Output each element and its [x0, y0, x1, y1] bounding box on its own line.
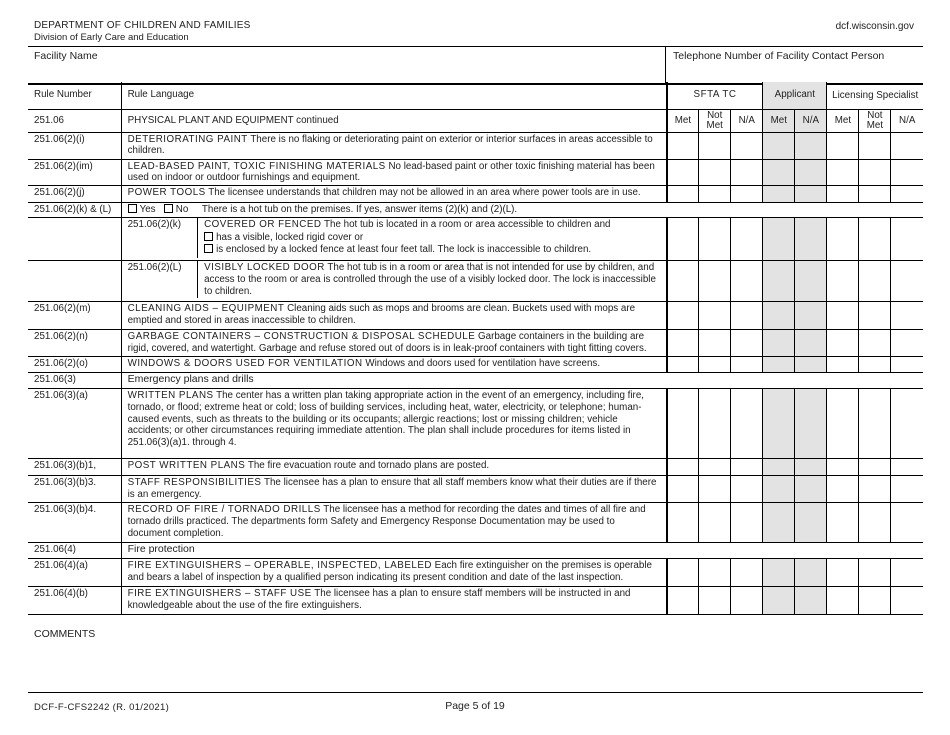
- check-cell[interactable]: [859, 559, 891, 587]
- na-header: N/A: [795, 109, 827, 132]
- check-cell[interactable]: [891, 357, 923, 373]
- rule-number: 251.06(2)(n): [28, 330, 121, 357]
- check-cell[interactable]: [699, 587, 731, 615]
- not-met-header: Not Met: [859, 109, 891, 132]
- check-cell[interactable]: [827, 559, 859, 587]
- subsection-number: 251.06(3): [28, 373, 121, 389]
- rule-number: 251.06(3)(b)1,: [28, 459, 121, 476]
- check-cell[interactable]: [859, 459, 891, 476]
- rule-row: [28, 357, 923, 373]
- check-cell[interactable]: [763, 218, 795, 261]
- check-cell[interactable]: [827, 159, 859, 186]
- hottub-question-row: [28, 203, 923, 218]
- check-cell[interactable]: [891, 559, 923, 587]
- check-cell[interactable]: [891, 186, 923, 203]
- rule-row: [28, 503, 923, 543]
- check-cell[interactable]: [827, 261, 859, 302]
- check-cell[interactable]: [763, 476, 795, 503]
- check-cell[interactable]: [827, 302, 859, 330]
- check-cell[interactable]: [667, 559, 699, 587]
- check-cell[interactable]: [763, 587, 795, 615]
- check-cell[interactable]: [731, 330, 763, 357]
- check-cell[interactable]: [699, 132, 731, 159]
- check-cell[interactable]: [827, 218, 859, 261]
- check-cell[interactable]: [891, 587, 923, 615]
- phone-label: Telephone Number of Facility Contact Person: [673, 50, 885, 62]
- check-cell[interactable]: [667, 302, 699, 330]
- rule-row: [28, 587, 923, 615]
- check-cell[interactable]: [731, 389, 763, 459]
- rule-text: Cleaning aids such as mops and brooms are clean. Buckets used with mops are emptied and stored in areas inaccessible to children.: [127, 303, 636, 326]
- rule-row: [28, 132, 923, 159]
- check-cell[interactable]: [763, 357, 795, 373]
- check-cell[interactable]: [859, 389, 891, 459]
- subsection-number: 251.06(4): [28, 543, 121, 559]
- check-cell[interactable]: [667, 159, 699, 186]
- check-cell[interactable]: [859, 159, 891, 186]
- rule-row: [28, 302, 923, 330]
- rule-text: Each fire extinguisher on the premises is operable and bears a label of inspection by a qualified person indicating its present condition and date of the last inspection.: [127, 560, 652, 583]
- check-cell[interactable]: [827, 476, 859, 503]
- check-cell[interactable]: [859, 132, 891, 159]
- check-cell[interactable]: [891, 389, 923, 459]
- rule-number: 251.06(4)(b): [28, 587, 121, 615]
- department-name: DEPARTMENT OF CHILDREN AND FAMILIES: [34, 20, 251, 31]
- met-header: Met: [763, 109, 795, 132]
- check-cell[interactable]: [699, 559, 731, 587]
- check-cell[interactable]: [667, 132, 699, 159]
- comments-label: COMMENTS: [34, 628, 96, 640]
- rule-text: The licensee has a method for recording the dates and times of all fire and tornado drills practiced. The departments form Safety and Emergency Response Documentation may be used to document completion.: [127, 504, 646, 539]
- check-cell[interactable]: [859, 476, 891, 503]
- check-cell[interactable]: [827, 330, 859, 357]
- met-header: Met: [667, 109, 699, 132]
- subsection-row: [28, 373, 923, 389]
- division-name: Division of Early Care and Education: [34, 32, 189, 43]
- check-cell[interactable]: [667, 389, 699, 459]
- check-cell[interactable]: [827, 587, 859, 615]
- check-cell[interactable]: [859, 218, 891, 261]
- rule-row: [28, 261, 923, 302]
- rule-text: The licensee understands that children may not be allowed in an area where power tools are in use.: [208, 187, 641, 199]
- check-cell[interactable]: [891, 476, 923, 503]
- rule-caption: DETERIORATING PAINT: [127, 133, 248, 145]
- check-cell[interactable]: [763, 559, 795, 587]
- rule-caption: STAFF RESPONSIBILITIES: [127, 477, 262, 489]
- check-cell[interactable]: [667, 357, 699, 373]
- rule-number: 251.06(2)(o): [28, 357, 121, 373]
- page-header: [34, 20, 250, 44]
- rule-caption: LEAD-BASED PAINT, TOXIC FINISHING MATERIALS: [127, 160, 386, 172]
- check-cell[interactable]: [731, 132, 763, 159]
- check-cell[interactable]: [827, 132, 859, 159]
- check-cell[interactable]: [891, 459, 923, 476]
- subsection-title: Emergency plans and drills: [121, 373, 923, 389]
- rule-number: 251.06(3)(b)4.: [28, 503, 121, 543]
- check-cell[interactable]: [731, 559, 763, 587]
- rule-number: 251.06(2)(k) & (L): [28, 203, 121, 218]
- check-cell[interactable]: [731, 476, 763, 503]
- rule-row: [28, 330, 923, 357]
- check-cell[interactable]: [891, 302, 923, 330]
- check-cell[interactable]: [699, 218, 731, 261]
- check-cell[interactable]: [667, 459, 699, 476]
- check-cell[interactable]: [731, 186, 763, 203]
- subsection-row: [28, 543, 923, 559]
- check-cell[interactable]: [699, 159, 731, 186]
- check-cell[interactable]: [763, 132, 795, 159]
- check-cell[interactable]: [731, 159, 763, 186]
- check-cell[interactable]: [795, 559, 827, 587]
- page-number: Page 5 of 19: [445, 700, 505, 712]
- check-cell[interactable]: [795, 389, 827, 459]
- rule-row: [28, 159, 923, 186]
- check-cell[interactable]: [699, 389, 731, 459]
- col-sfta: SFTA TC: [667, 82, 763, 109]
- check-cell[interactable]: [827, 459, 859, 476]
- rule-number: 251.06(2)(m): [28, 302, 121, 330]
- section-title: PHYSICAL PLANT AND EQUIPMENT continued: [121, 109, 667, 132]
- check-cell[interactable]: [763, 261, 795, 302]
- check-cell[interactable]: [827, 389, 859, 459]
- rule-text: The licensee has a plan to ensure staff members will be instructed in and knowledgeable about the use of the fire extinguishers.: [127, 588, 631, 611]
- rule-number: 251.06(2)(im): [28, 159, 121, 186]
- col-licensing: Licensing Specialist: [827, 82, 923, 109]
- check-cell[interactable]: [731, 503, 763, 543]
- rule-text: The hot tub is in a room or area that is not intended for use by children, and access to the room or area is controlled through the use of a visibly locked door. The lock is inaccessible to children.: [204, 262, 656, 297]
- rule-number: 251.06(3)(a): [28, 389, 121, 459]
- rule-caption: POWER TOOLS: [127, 187, 206, 199]
- check-cell[interactable]: [667, 330, 699, 357]
- check-cell[interactable]: [731, 459, 763, 476]
- rule-text: The hot tub is located in a room or area accessible to children and: [324, 219, 611, 231]
- checklist-table: [28, 82, 923, 615]
- check-cell[interactable]: [891, 218, 923, 261]
- hottub-question: There is a hot tub on the premises. If yes, answer items (2)(k) and (2)(L).: [201, 204, 518, 216]
- check-cell[interactable]: [763, 503, 795, 543]
- rule-row: [28, 459, 923, 476]
- check-cell[interactable]: [731, 302, 763, 330]
- rule-caption: RECORD OF FIRE / TORNADO DRILLS: [127, 504, 321, 516]
- check-cell[interactable]: [763, 330, 795, 357]
- rule-number: 251.06(4)(a): [28, 559, 121, 587]
- no-checkbox[interactable]: [164, 204, 173, 213]
- check-cell[interactable]: [667, 503, 699, 543]
- rule-text: There is no flaking or deteriorating paint on exterior or interior surfaces in areas accessible to children.: [127, 133, 653, 157]
- check-cell[interactable]: [859, 302, 891, 330]
- rule-text: The fire evacuation route and tornado plans are posted.: [247, 460, 490, 472]
- check-cell[interactable]: [827, 503, 859, 543]
- facility-info-box: [28, 46, 923, 85]
- check-cell[interactable]: [763, 186, 795, 203]
- rule-row: [28, 559, 923, 587]
- rule-caption: WRITTEN PLANS: [127, 390, 214, 402]
- rule-caption: VISIBLY LOCKED DOOR: [204, 262, 325, 274]
- subsection-title: Fire protection: [121, 543, 923, 559]
- check-cell[interactable]: [795, 476, 827, 503]
- check-cell[interactable]: [827, 186, 859, 203]
- check-cell[interactable]: [667, 186, 699, 203]
- check-cell[interactable]: [667, 218, 699, 261]
- yes-checkbox[interactable]: [128, 204, 137, 213]
- check-cell[interactable]: [699, 476, 731, 503]
- rule-text: No lead-based paint or other toxic finishing material has been used on indoor or outdoor furnishings and equipment.: [127, 160, 655, 184]
- rule-row: [28, 389, 923, 459]
- rule-number: 251.06(3)(b)3.: [28, 476, 121, 503]
- check-cell[interactable]: [699, 330, 731, 357]
- check-cell[interactable]: [795, 330, 827, 357]
- check-cell[interactable]: [731, 587, 763, 615]
- rule-caption: WINDOWS & DOORS USED FOR VENTILATION: [127, 358, 363, 370]
- site-url: dcf.wisconsin.gov: [835, 21, 914, 32]
- na-header: N/A: [731, 109, 763, 132]
- rule-number: 251.06(2)(k): [127, 219, 181, 231]
- check-cell[interactable]: [795, 186, 827, 203]
- check-cell[interactable]: [891, 503, 923, 543]
- check-cell[interactable]: [763, 459, 795, 476]
- na-header: N/A: [891, 109, 923, 132]
- check-cell[interactable]: [891, 132, 923, 159]
- check-cell[interactable]: [699, 186, 731, 203]
- cover-checkbox[interactable]: [204, 232, 213, 241]
- rule-number: 251.06(2)(L): [127, 262, 182, 274]
- no-label: No: [175, 204, 189, 216]
- check-cell[interactable]: [795, 159, 827, 186]
- rule-row: [28, 476, 923, 503]
- rule-number: 251.06(2)(j): [28, 186, 121, 203]
- rule-text: The center has a written plan taking appropriate action in the event of an emergency, including fire, tornado, or flood; extreme heat or cold; loss of building services, including heat, water, electricity, or telephone; human-caused events, such as threats to the building or its occupants; allergic reactions; lost or missing children; vehicle accidents; or other circumstances requiring immediate attention. The plan shall include procedures for items listed in 251.06(3)(a)1. through 4.: [127, 390, 644, 449]
- check-cell[interactable]: [795, 587, 827, 615]
- rule-caption: GARBAGE CONTAINERS – CONSTRUCTION & DISPOSAL SCHEDULE: [127, 331, 476, 343]
- rule-text: Windows and doors used for ventilation have screens.: [365, 358, 601, 370]
- check-cell[interactable]: [859, 503, 891, 543]
- check-cell[interactable]: [731, 218, 763, 261]
- check-cell[interactable]: [763, 302, 795, 330]
- check-cell[interactable]: [699, 503, 731, 543]
- check-cell[interactable]: [859, 261, 891, 302]
- not-met-header: Not Met: [699, 109, 731, 132]
- rule-caption: COVERED OR FENCED: [204, 219, 322, 231]
- rule-caption: CLEANING AIDS – EQUIPMENT: [127, 303, 285, 315]
- rule-number: 251.06(2)(i): [28, 132, 121, 159]
- check-cell[interactable]: [795, 302, 827, 330]
- met-header: Met: [827, 109, 859, 132]
- check-cell[interactable]: [891, 261, 923, 302]
- check-cell[interactable]: [795, 218, 827, 261]
- col-applicant: Applicant: [763, 82, 827, 109]
- check-cell[interactable]: [699, 261, 731, 302]
- check-cell[interactable]: [859, 330, 891, 357]
- rule-row: [28, 186, 923, 203]
- check-cell[interactable]: [763, 159, 795, 186]
- rule-text: Garbage containers in the building are rigid, covered, and watertight. Garbage and refuse stored out of doors is in leak-proof containers with tight fitting covers.: [127, 331, 647, 354]
- check-cell[interactable]: [699, 357, 731, 373]
- option-text: is enclosed by a locked fence at least four feet tall. The lock is inaccessible to children.: [216, 244, 592, 256]
- rule-row: [28, 218, 923, 261]
- check-cell[interactable]: [699, 459, 731, 476]
- facility-name-label: Facility Name: [34, 50, 98, 62]
- check-cell[interactable]: [699, 302, 731, 330]
- yes-label: Yes: [139, 204, 156, 216]
- check-cell[interactable]: [795, 459, 827, 476]
- rule-caption: FIRE EXTINGUISHERS – OPERABLE, INSPECTED, LABELED: [127, 560, 432, 572]
- rule-caption: POST WRITTEN PLANS: [127, 460, 246, 472]
- col-rule-number: Rule Number: [28, 82, 121, 109]
- check-cell[interactable]: [795, 261, 827, 302]
- check-cell[interactable]: [795, 132, 827, 159]
- check-cell[interactable]: [667, 587, 699, 615]
- check-cell[interactable]: [859, 587, 891, 615]
- check-cell[interactable]: [667, 261, 699, 302]
- form-number: DCF-F-CFS2242 (R. 01/2021): [34, 702, 170, 713]
- check-cell[interactable]: [795, 503, 827, 543]
- fence-checkbox[interactable]: [204, 244, 213, 253]
- check-cell[interactable]: [731, 261, 763, 302]
- section-number: 251.06: [28, 109, 121, 132]
- check-cell[interactable]: [891, 159, 923, 186]
- check-cell[interactable]: [667, 476, 699, 503]
- check-cell[interactable]: [891, 330, 923, 357]
- check-cell[interactable]: [859, 186, 891, 203]
- check-cell[interactable]: [795, 357, 827, 373]
- option-text: has a visible, locked rigid cover or: [216, 231, 364, 243]
- rule-caption: FIRE EXTINGUISHERS – STAFF USE: [127, 588, 312, 600]
- col-rule-language: Rule Language: [121, 82, 667, 109]
- check-cell[interactable]: [731, 357, 763, 373]
- check-cell[interactable]: [763, 389, 795, 459]
- check-cell[interactable]: [859, 357, 891, 373]
- check-cell[interactable]: [827, 357, 859, 373]
- rule-text: The licensee has a plan to ensure that all staff members know what their duties are if there is an emergency.: [127, 477, 657, 500]
